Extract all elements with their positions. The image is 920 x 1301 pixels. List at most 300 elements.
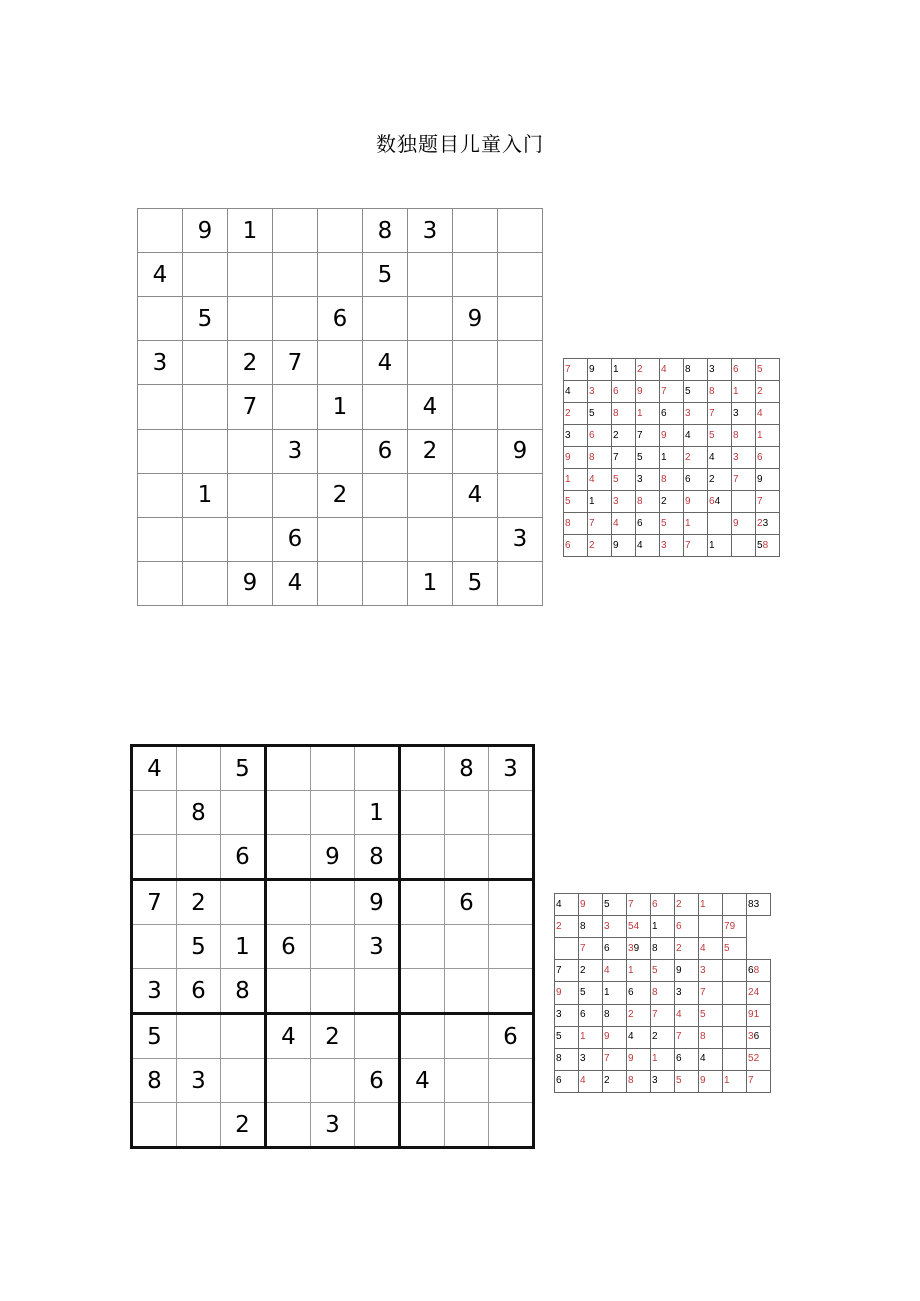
solution-cell (588, 447, 612, 469)
solution-digit: 3 (685, 407, 691, 419)
puzzle-cell: 6 (489, 1014, 534, 1059)
puzzle-cell (489, 880, 534, 925)
solution-cell (723, 982, 747, 1004)
solution-digit: 2 (748, 986, 754, 998)
solution-cell (612, 381, 636, 403)
solution-cell (579, 938, 603, 960)
puzzle-cell: 4 (266, 1014, 311, 1059)
solution-cell (756, 535, 780, 557)
solution-cell (564, 447, 588, 469)
puzzle-cell (266, 1059, 311, 1103)
solution-cell (564, 403, 588, 425)
solution-digit: 5 (757, 363, 763, 375)
solution-cell (627, 916, 651, 938)
puzzle-cell: 3 (132, 969, 177, 1014)
solution-digit: 2 (637, 363, 643, 375)
solution-cell (732, 381, 756, 403)
puzzle-cell: 7 (228, 385, 273, 429)
solution-cell (699, 894, 723, 916)
solution-digit: 2 (604, 1075, 610, 1087)
puzzle-cell (138, 385, 183, 429)
puzzle-cell: 3 (408, 209, 453, 253)
solution-digit: 2 (685, 451, 691, 463)
puzzle-cell (221, 791, 266, 835)
solution-digit: 6 (753, 1031, 760, 1043)
solution-digit: 3 (733, 451, 739, 463)
puzzle-cell (221, 1014, 266, 1059)
solution-digit: 7 (748, 1075, 754, 1087)
solution-digit: 6 (565, 539, 571, 551)
solution-cell (756, 425, 780, 447)
solution-digit: 3 (637, 473, 643, 485)
puzzle-cell (318, 561, 363, 605)
puzzle-cell (318, 517, 363, 561)
puzzle-cell (489, 969, 534, 1014)
solution-digit: 4 (613, 517, 619, 529)
solution-cell (660, 403, 684, 425)
puzzle-cell: 6 (221, 835, 266, 880)
puzzle-cell (318, 209, 363, 253)
solution-digit: 6 (661, 407, 667, 419)
puzzle-cell: 3 (311, 1103, 355, 1148)
solution-cell (756, 403, 780, 425)
puzzle-cell (445, 791, 489, 835)
puzzle-cell: 4 (363, 341, 408, 385)
solution-digit: 1 (733, 385, 739, 397)
puzzle-cell (138, 561, 183, 605)
puzzle-cell (221, 880, 266, 925)
solution-cell (732, 425, 756, 447)
solution-digit: 1 (709, 539, 715, 551)
puzzle-cell (273, 385, 318, 429)
solution-digit: 5 (637, 451, 643, 463)
puzzle-cell: 2 (318, 473, 363, 517)
solution-digit: 9 (628, 1053, 634, 1065)
solution-cell (708, 535, 732, 557)
solution-cell (636, 513, 660, 535)
solution-cell (660, 469, 684, 491)
solution-digit: 6 (709, 495, 715, 507)
solution-digit: 4 (661, 363, 667, 375)
solution-digit: 8 (753, 964, 760, 976)
solution-cell (747, 982, 771, 1004)
solution-cell (612, 513, 636, 535)
solution-digit: 4 (714, 495, 721, 507)
solution-row (564, 403, 780, 425)
puzzle-cell: 5 (177, 925, 221, 969)
solution-cell (708, 469, 732, 491)
solution-cell (612, 359, 636, 381)
puzzle-cell (266, 746, 311, 791)
solution-cell (708, 381, 732, 403)
solution-cell (651, 1026, 675, 1048)
puzzle-cell (498, 561, 543, 605)
solution-cell (660, 381, 684, 403)
solution-cell (603, 1070, 627, 1092)
solution-cell (723, 1026, 747, 1048)
solution-cell (627, 894, 651, 916)
puzzle-cell (138, 429, 183, 473)
puzzle-cell (489, 1103, 534, 1148)
solution-digit: 8 (637, 495, 643, 507)
solution-cell (579, 1026, 603, 1048)
puzzle-cell: 2 (408, 429, 453, 473)
solution-row (555, 1026, 771, 1048)
puzzle-cell (138, 209, 183, 253)
solution-cell (708, 513, 732, 535)
puzzle-cell (489, 1059, 534, 1103)
solution-cell (723, 916, 747, 938)
puzzle-cell (453, 385, 498, 429)
puzzle-cell (408, 297, 453, 341)
solution-cell (564, 513, 588, 535)
puzzle-row (138, 341, 543, 385)
solution-digit: 7 (565, 363, 571, 375)
solution-digit: 1 (652, 1053, 658, 1065)
solution-cell (708, 447, 732, 469)
solution-digit: 3 (700, 964, 706, 976)
solution-digit: 3 (753, 898, 760, 910)
puzzle-cell (355, 1014, 400, 1059)
solution-digit: 3 (556, 1009, 562, 1021)
solution-digit: 6 (652, 898, 658, 910)
solution-cell (732, 359, 756, 381)
solution-row (564, 513, 780, 535)
solution-digit: 9 (733, 517, 739, 529)
solution-cell (756, 447, 780, 469)
puzzle-cell (408, 253, 453, 297)
solution-digit: 4 (637, 539, 643, 551)
puzzle-cell: 3 (355, 925, 400, 969)
solution-digit: 8 (580, 920, 586, 932)
solution-digit: 9 (565, 451, 571, 463)
solution-digit: 4 (604, 964, 610, 976)
solution-cell (636, 469, 660, 491)
puzzle-cell: 8 (177, 791, 221, 835)
puzzle-cell: 1 (355, 791, 400, 835)
solution-cell (627, 960, 651, 982)
solution-digit: 4 (633, 920, 640, 932)
puzzle-cell: 9 (311, 835, 355, 880)
solution-cell (675, 938, 699, 960)
solution-cell (627, 1004, 651, 1026)
solution-digit: 2 (753, 1053, 760, 1065)
solution-cell (612, 447, 636, 469)
puzzle-cell (363, 297, 408, 341)
solution-digit: 5 (661, 517, 667, 529)
solution-digit: 5 (589, 407, 595, 419)
solution-cell (699, 982, 723, 1004)
solution-cell (732, 403, 756, 425)
solution-cell (660, 425, 684, 447)
solution-cell (636, 403, 660, 425)
solution-digit: 2 (628, 1009, 634, 1021)
solution-cell (564, 381, 588, 403)
solution-cell (636, 447, 660, 469)
solution-cell (699, 938, 723, 960)
puzzle-cell (363, 473, 408, 517)
solution-cell (723, 960, 747, 982)
puzzle-cell: 2 (228, 341, 273, 385)
solution-cell (636, 535, 660, 557)
puzzle-cell: 3 (273, 429, 318, 473)
solution-cell (555, 1070, 579, 1092)
solution-digit: 7 (709, 407, 715, 419)
puzzle-cell (355, 1103, 400, 1148)
solution-digit: 1 (589, 495, 595, 507)
puzzle-cell (177, 1103, 221, 1148)
solution-digit: 1 (757, 429, 763, 441)
solution-digit: 9 (757, 473, 763, 485)
puzzle-cell (138, 517, 183, 561)
puzzle-cell (498, 473, 543, 517)
solution-digit: 2 (652, 1031, 658, 1043)
solution-cell (684, 491, 708, 513)
puzzle-cell: 9 (355, 880, 400, 925)
solution-cell (612, 491, 636, 513)
puzzle-row (138, 385, 543, 429)
solution-digit: 5 (613, 473, 619, 485)
solution-cell (684, 381, 708, 403)
solution-row (555, 1070, 771, 1092)
solution-cell (651, 894, 675, 916)
sudoku-puzzle-1 (137, 208, 543, 606)
solution-digit: 2 (589, 539, 595, 551)
solution-digit: 3 (709, 363, 715, 375)
solution-cell (684, 359, 708, 381)
solution-cell (708, 425, 732, 447)
solution-cell (723, 1048, 747, 1070)
solution-digit: 5 (676, 1075, 682, 1087)
puzzle-row (138, 297, 543, 341)
solution-digit: 6 (580, 1009, 586, 1021)
puzzle-cell (400, 1103, 445, 1148)
solution-cell (747, 960, 771, 982)
puzzle-cell: 3 (489, 746, 534, 791)
solution-cell (555, 1026, 579, 1048)
puzzle-cell (453, 341, 498, 385)
puzzle-cell: 1 (183, 473, 228, 517)
solution-digit: 8 (589, 451, 595, 463)
puzzle-cell (266, 835, 311, 880)
puzzle-cell (273, 297, 318, 341)
puzzle-cell (318, 253, 363, 297)
solution-digit: 4 (589, 473, 595, 485)
solution-cell (708, 359, 732, 381)
solution-cell (579, 916, 603, 938)
puzzle-cell: 9 (453, 297, 498, 341)
solution-cell (684, 447, 708, 469)
solution-cell (627, 1048, 651, 1070)
solution-digit: 6 (613, 385, 619, 397)
solution-cell (555, 894, 579, 916)
solution-digit: 1 (700, 898, 706, 910)
solution-digit: 6 (637, 517, 643, 529)
puzzle-cell (311, 1059, 355, 1103)
solution-digit: 9 (685, 495, 691, 507)
solution-digit: 3 (661, 539, 667, 551)
page-title: 数独题目儿童入门 (376, 132, 544, 156)
solution-digit: 6 (604, 942, 610, 954)
solution-row (564, 447, 780, 469)
puzzle-row (132, 1103, 534, 1148)
puzzle-cell (445, 1103, 489, 1148)
solution-digit: 2 (709, 473, 715, 485)
solution-digit: 3 (589, 385, 595, 397)
puzzle-cell (498, 297, 543, 341)
solution-cell (603, 960, 627, 982)
solution-cell (612, 469, 636, 491)
puzzle-cell: 6 (273, 517, 318, 561)
puzzle-cell (138, 473, 183, 517)
solution-digit: 7 (652, 1009, 658, 1021)
solution-cell (660, 513, 684, 535)
puzzle-cell (400, 746, 445, 791)
solution-cell (579, 1048, 603, 1070)
solution-digit: 4 (556, 898, 562, 910)
puzzle-cell (177, 746, 221, 791)
puzzle-cell (228, 253, 273, 297)
puzzle-cell (408, 473, 453, 517)
solution-row (555, 982, 771, 1004)
solution-digit: 1 (637, 407, 643, 419)
solution-digit: 2 (661, 495, 667, 507)
solution-digit: 8 (762, 539, 769, 551)
solution-digit: 7 (661, 385, 667, 397)
puzzle-cell (408, 341, 453, 385)
puzzle-cell: 6 (445, 880, 489, 925)
solution-digit: 4 (757, 407, 763, 419)
solution-digit: 8 (628, 1075, 634, 1087)
solution-digit: 7 (685, 539, 691, 551)
puzzle-cell (183, 561, 228, 605)
solution-cell (612, 425, 636, 447)
puzzle-cell (400, 880, 445, 925)
puzzle-cell: 2 (177, 880, 221, 925)
solution-cell (675, 1048, 699, 1070)
solution-cell (603, 894, 627, 916)
solution-digit: 3 (604, 920, 610, 932)
solution-cell (627, 982, 651, 1004)
puzzle-cell: 1 (408, 561, 453, 605)
puzzle-cell: 9 (498, 429, 543, 473)
puzzle-cell (445, 1059, 489, 1103)
solution-digit: 3 (565, 429, 571, 441)
solution-digit: 9 (633, 942, 640, 954)
solution-digit: 7 (700, 986, 706, 998)
solution-digit: 1 (565, 473, 571, 485)
puzzle-cell: 8 (355, 835, 400, 880)
puzzle-row (138, 253, 543, 297)
solution-cell (732, 469, 756, 491)
solution-cell (732, 535, 756, 557)
solution-cell (555, 982, 579, 1004)
solution-cell (756, 513, 780, 535)
solution-digit: 7 (556, 964, 562, 976)
puzzle-row (132, 1014, 534, 1059)
solution-digit: 8 (733, 429, 739, 441)
puzzle-cell: 3 (177, 1059, 221, 1103)
solution-cell (723, 938, 747, 960)
puzzle-cell (489, 835, 534, 880)
solution-row (555, 1048, 771, 1070)
puzzle-cell (228, 473, 273, 517)
puzzle-cell: 8 (221, 969, 266, 1014)
puzzle-row (132, 969, 534, 1014)
sudoku-solution-2 (554, 893, 771, 1093)
solution-digit: 7 (628, 898, 634, 910)
solution-digit: 2 (757, 517, 763, 529)
solution-cell (651, 938, 675, 960)
puzzle-cell (318, 429, 363, 473)
solution-cell (636, 491, 660, 513)
solution-cell (675, 1004, 699, 1026)
puzzle-cell: 8 (363, 209, 408, 253)
puzzle-cell: 3 (498, 517, 543, 561)
solution-digit: 7 (589, 517, 595, 529)
solution-digit: 9 (589, 363, 595, 375)
solution-digit: 8 (652, 986, 658, 998)
solution-cell (651, 916, 675, 938)
solution-digit: 3 (580, 1053, 586, 1065)
puzzle-cell (400, 791, 445, 835)
solution-digit: 2 (580, 964, 586, 976)
puzzle-cell: 4 (132, 746, 177, 791)
solution-digit: 9 (676, 964, 682, 976)
solution-cell (627, 938, 651, 960)
puzzle-cell: 4 (138, 253, 183, 297)
puzzle-cell: 4 (400, 1059, 445, 1103)
puzzle-cell (355, 746, 400, 791)
solution-cell (699, 1026, 723, 1048)
solution-digit: 1 (613, 363, 619, 375)
puzzle-cell: 7 (132, 880, 177, 925)
solution-digit: 2 (676, 898, 682, 910)
solution-digit: 4 (580, 1075, 586, 1087)
solution-digit: 2 (556, 920, 562, 932)
solution-cell (579, 1004, 603, 1026)
solution-cell (660, 491, 684, 513)
solution-digit: 1 (661, 451, 667, 463)
solution-digit: 2 (676, 942, 682, 954)
puzzle-cell (489, 791, 534, 835)
puzzle-cell: 8 (132, 1059, 177, 1103)
solution-digit: 9 (580, 898, 586, 910)
solution-digit: 8 (556, 1053, 562, 1065)
puzzle-cell (311, 925, 355, 969)
solution-digit: 8 (661, 473, 667, 485)
solution-digit: 7 (604, 1053, 610, 1065)
solution-cell (675, 1070, 699, 1092)
solution-digit: 9 (729, 920, 736, 932)
puzzle-cell (273, 253, 318, 297)
solution-cell (651, 1048, 675, 1070)
puzzle-cell (273, 209, 318, 253)
solution-digit: 8 (685, 363, 691, 375)
puzzle-cell (228, 297, 273, 341)
puzzle-cell (183, 517, 228, 561)
solution-row (564, 359, 780, 381)
puzzle-cell: 1 (318, 385, 363, 429)
solution-cell (723, 1004, 747, 1026)
puzzle-cell (266, 969, 311, 1014)
puzzle-cell (183, 341, 228, 385)
solution-digit: 7 (676, 1031, 682, 1043)
puzzle-cell (445, 925, 489, 969)
solution-cell (603, 916, 627, 938)
puzzle-cell (311, 969, 355, 1014)
puzzle-cell: 4 (273, 561, 318, 605)
